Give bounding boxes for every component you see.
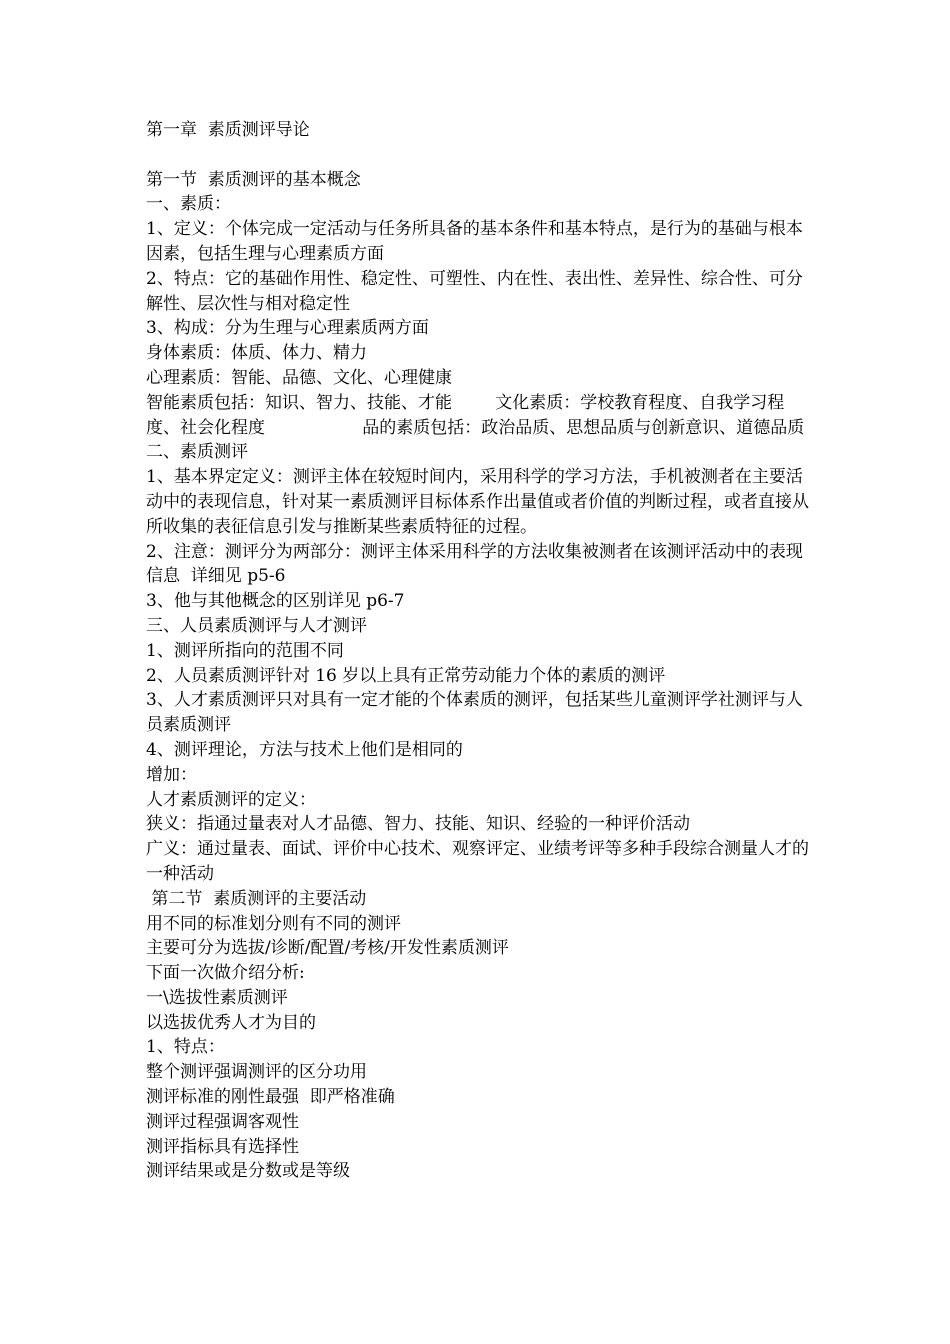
paragraph: 一、素质： [146,194,231,215]
paragraph: 1、定义：个体完成一定活动与任务所具备的基本条件和基本特点，是行为的基础与根本因素，包括生理与心理素质方面 [146,219,803,264]
paragraph: 2、人员素质测评针对 16 岁以上具有正常劳动能力个体的素质的测评 [146,665,666,686]
paragraph: 2、特点：它的基础作用性、稳定性、可塑性、内在性、表出性、差异性、综合性、可分解性、层次性与相对稳定性 [146,268,803,314]
document-page [146,118,814,1184]
paragraph: 下面一次做介绍分析: [146,963,305,984]
paragraph: 一\选拔性素质测评 [146,987,288,1008]
paragraph: 以选拔优秀人才为目的 [146,1012,316,1033]
paragraph: 人才素质测评的定义： [146,789,316,810]
paragraph: 心理素质：智能、品德、文化、心理健康 [146,367,452,388]
paragraph: 测评标准的刚性最强 即严格准确 [146,1087,395,1108]
paragraph: 1、基本界定定义：测评主体在较短时间内，采用科学的学习方法，手机被测者在主要活动中的表现信息，针对某一素质测评目标体系作出量值或者价值的判断过程，或者直接从所收集的表征信息引发与推断某些素质特征的过程。 [146,467,809,537]
paragraph: 2、注意：测评分为两部分：测评主体采用科学的方法收集被测者在该测评活动中的表现信息 详细见 p5-6 [146,541,803,587]
paragraph: 3、人才素质测评只对具有一定才能的个体素质的测评，包括某些儿童测评学社测评与人员素质测评 [146,690,803,736]
paragraph: 主要可分为选拔/诊断/配置/考核/开发性素质测评 [146,938,509,959]
section-heading: 第一节 素质测评的基本概念 [146,169,361,190]
paragraph: 狭义：指通过量表对人才品德、智力、技能、知识、经验的一种评价活动 [146,814,690,835]
paragraph: 二、素质测评 [146,442,248,463]
paragraph: 测评过程强调客观性 [146,1111,299,1132]
paragraph: 4、测评理论，方法与技术上他们是相同的 [146,739,463,760]
paragraph: 测评指标具有选择性 [146,1136,299,1157]
paragraph: 整个测评强调测评的区分功用 [146,1062,367,1083]
paragraph: 3、构成：分为生理与心理素质两方面 [146,318,429,339]
paragraph: 用不同的标准划分则有不同的测评 [146,913,401,934]
chapter-title: 第一章 素质测评导论 [146,120,310,140]
paragraph: 增加： [146,764,197,785]
paragraph: 1、测评所指向的范围不同 [146,640,344,661]
paragraph: 测评结果或是分数或是等级 [146,1161,350,1182]
paragraph: 三、人员素质测评与人才测评 [146,615,367,636]
paragraph: 3、他与其他概念的区别详见 p6-7 [146,591,405,612]
paragraph: 身体素质：体质、体力、精力 [146,343,367,364]
section-heading: 第二节 素质测评的主要活动 [146,888,367,909]
paragraph: 广义：通过量表、面试、评价中心技术、观察评定、业绩考评等多种手段综合测量人才的一种活动 [146,839,809,884]
paragraph: 1、特点： [146,1037,225,1058]
paragraph: 智能素质包括：知识、智力、技能、才能 文化素质：学校教育程度、自我学习程度、社会化程度 品的素质包括：政治品质、思想品质与创新意识、道德品质 [146,392,805,438]
